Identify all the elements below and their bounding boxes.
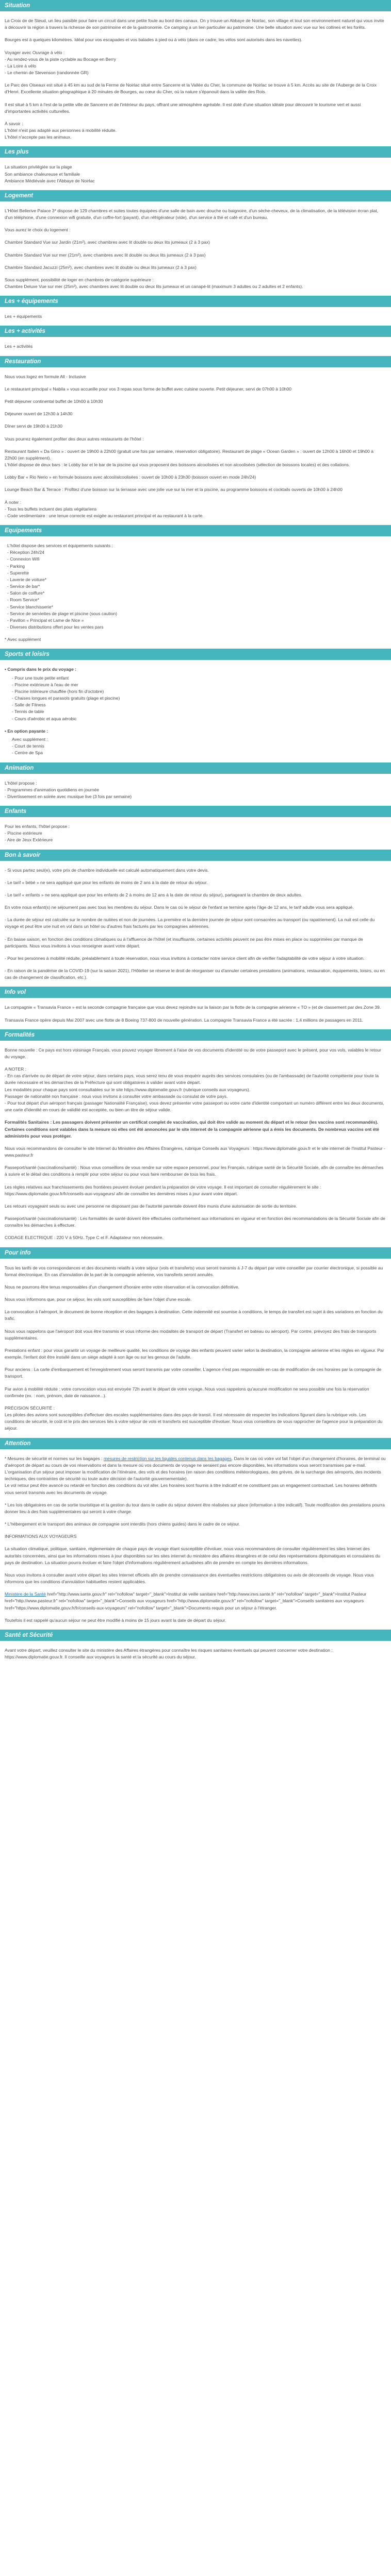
attention-text: * Mesures de sécurité et normes sur les bagages : (5, 1455, 104, 1461)
list-item: - Superette (7, 570, 29, 575)
liquid-restrictions-link[interactable]: mesures de restriction sur les liquides contenus dans les bagages (103, 1455, 232, 1461)
section-title: Les + équipements (0, 296, 391, 307)
list-item: - Piscine extérieure à l'eau de mer (12, 682, 78, 687)
list-item: Avec supplément : (12, 737, 48, 742)
attention-paragraph: La situation climatique, politique, sanitaire, réglementaire de chaque pays de voyage étant susceptible d'évoluer, nous vous recommandons de consulter régulièrement les sites Internet des autorités concernées, ainsi que les informations mises à jour disponibles sur les sites internet du ministère des affaires étrangères et de celui des représentations diplomatiques et consulaires du pays de destination. La situation pourra évoluer et faire l'objet d'informations régulièrement actualisées afin de prendre en compte les dernières informations. (5, 1546, 380, 1565)
section-title: Info vol (0, 987, 391, 998)
list-item: - Service blanchisserie* (7, 604, 53, 609)
section-title: Situation (0, 0, 391, 11)
formalities-paragraph: A NOTER : - En cas d'arrivée ou de départ de votre séjour, dans certains pays, vous serez tenu de vous enquérir auprès des services consulaires (ou de l'ambassade) de l'autorité compétente pour toute la durée nécessaire et les démarches de la Préfecture qui sont obligatoires à valider avant votre départ. Les modalités pour chaque pays sont consultables sur le site https://www.diplomatie.gouv.fr (rubrique conseils aux voyageurs). Passager de nationalité non française : nous vous invitons à consulter votre ambassade ou consulat de votre pays. - Pour tout départ d'un aéroport français (passager Nationalité Française), vous devez présenter votre passeport ou votre carte d'identité comportant un numéro différent entre les deux documents, une carte d'identité en cours de validité est acceptée, ou bien un titre de séjour valide. (5, 1066, 384, 1113)
restaurant-paragraph: Lounge Beach Bar & Terrace : Profitez d'une boisson sur la terrasse avec une jolie vue sur la mer et la piscine, au programme boissons et cocktails ouverts de 10h00 à 24h00 (5, 487, 343, 493)
optional-heading: • En option payante : (5, 728, 48, 734)
section-title: Sports et loisirs (0, 649, 391, 660)
accommodation-paragraph: Vous aurez le choix du logement : (5, 227, 71, 233)
included-list (5, 675, 386, 722)
situation-paragraph: Le Parc des Oiseaux est situé à 45 km au sud de la Ferme de Noirlac situé entre Sancerre et la Vallée du Cher, la commune de Noirlac se trouve à 5 km. Accès au site de l'Auberge de la Croix d'Henri. Excellente situation géographique à 20 minutes de Bourges, au cœur du Cher, où la nature s'épanouit dans la vallée des Rois. (5, 82, 377, 95)
list-item: - Pour une toute petite enfant (12, 675, 69, 681)
list-item: - Réception 24h/24 (7, 550, 44, 555)
list-item: - Tennis de table (12, 709, 44, 715)
section-health-safety (0, 1630, 391, 1660)
list-item: - Court de tennis (12, 743, 44, 749)
section-good-to-know (0, 850, 391, 981)
list-item: - Parking (7, 563, 25, 569)
formalities-paragraph: Nous vous recommandons de consulter le site Internet du Ministère des Affaires Étrangères, rubrique Conseils aux Voyageurs : https://www.diplomatie.gouv.fr et le site internet de l'Institut Pasteur - www.pasteur.fr (5, 1145, 385, 1158)
list-item: - Connexion Wifi (7, 556, 40, 562)
section-title: Logement (0, 190, 391, 201)
section-sports (0, 649, 391, 756)
list-item: - Room Service* (7, 597, 39, 603)
for-info-paragraph: Par avion à mobilité réduite : votre convocation vous est envoyée 72h avant le départ de votre voyage. Nous vous rappelons qu'aucune modification ne sera possible une fois la réservation confirmée (ex. : nom, prénom, date de naissance...). (5, 1386, 369, 1398)
for-info-paragraph: La convocation à l'aéroport, le document de bonne réception et des bagages à destination. Cette indemnité est soumise à conditions, le temps de transfert est sujet à des variations en fonction du trafic. (5, 1309, 383, 1321)
section-title: Les + activités (0, 326, 391, 337)
optional-heading-text: En option payante : (7, 728, 48, 734)
room-type: Chambre Standard Jacuzzi (25m²), avec chambres avec lit double ou deux lits jumeaux (2 à 3 pax) (5, 264, 197, 270)
restaurant-paragraph: Lobby Bar « Rio Nerio » en formule boissons avec alcool/alcoolisées : ouvert de 10h00 à 23h30 (boisson ouvert en mode 24h/24) (5, 474, 256, 480)
section-equipment (0, 525, 391, 643)
restaurant-paragraph: Petit déjeuner continental buffet de 10h00 à 10h30 (5, 398, 103, 404)
equipment-plus-text: Les + équipements (5, 314, 42, 319)
attention-paragraph: * L'hébergement et le transport des animaux de compagnie sont interdits (hors chiens guides) dans le cadre de ce séjour. (5, 1521, 240, 1527)
attention-paragraph: Toutefois il est rappelé qu'aucun séjour ne peut être modifié à moins de 15 jours avant la date de départ du séjour. (5, 1617, 226, 1623)
section-title: Pour info (0, 1247, 391, 1259)
equipment-list (5, 543, 386, 631)
attention-paragraph (5, 1591, 386, 1612)
section-title: Formalités (0, 1029, 391, 1041)
formalities-paragraph: Passeport/santé (vaccinations/santé) : Nous vous conseillons de vous rendre sur votre espace personnel, pour les Français, rubrique santé de la Sécurité Sociale, afin de connaître les démarches à suivre et le détail des conditions à remplir pour votre séjour ou pour vous faire rembourser de tous les frais. (5, 1165, 384, 1177)
section-attention (0, 1438, 391, 1624)
section-flight-info (0, 987, 391, 1023)
restaurant-paragraph: Le restaurant principal « Nabila » vous accueille pour vos 3 repas sous forme de buffet avec cuisine ouverte. Petit déjeuner, servi de 07h00 à 10h00 (5, 386, 291, 392)
formalities-paragraph: CODAGE ELECTRIQUE : 220 V à 50Hz. Type C et F. Adaptateur non nécessaire. (5, 1235, 164, 1241)
formalities-paragraph: Formalités Sanitaires : Les passagers doivent présenter un certificat complet de vaccination, qui doit être valide au moment du départ et le retour (les vaccins sont recommandés). Certaines conditions sont valables dans la mesure où elles ont été annoncées par le site internet de la compagnie aérienne qui a émis les documents. De nombreux vaccins ont été administrés pour vous protéger. (5, 1120, 380, 1139)
list-item: - Salle de Fitness (12, 702, 46, 708)
list-item: - Laverie de voiture* (7, 577, 47, 582)
section-accommodation (0, 190, 391, 290)
formalities-paragraph: Les règles relatives aux franchissements des frontières peuvent évoluer pendant la préparation de votre voyage. Il est important de consulter régulièrement le site : https://www.diplomatie.gouv.fr/fr/conseils-aux-voyageurs/ afin de connaître les dernières mises à jour avant votre départ. (5, 1184, 321, 1196)
section-situation (0, 0, 391, 141)
list-item: - Cours d'aérobic et aqua aérobic (12, 716, 77, 721)
formalities-paragraph: Passeport/santé (vaccinations/santé) : Les formalités de santé doivent être effectuées conformément aux informations en vigueur et en fonction des recommandations de la Sécurité Sociale afin de connaître les démarches à effectuer. (5, 1216, 385, 1228)
section-title: Santé et Sécurité (0, 1630, 391, 1641)
section-children (0, 806, 391, 844)
situation-paragraph: La Croix de de Steud, un lieu paisible pour faire un circuit dans une petite foule au bord des canaux. On y trouve un Abbaye de Noirlac, son village et tout son environnement naturel qui vous invite à découvrir la région à travers la richesse de son patrimoine et de la gastronomie. Ce camping a un lien particulier au patrimoine. Une belle situation avec vue sur les collines et les forêts. (5, 18, 384, 30)
section-title: Restauration (0, 356, 391, 367)
health-ministry-link[interactable]: Ministère de la Santé (5, 1591, 46, 1597)
section-title: Attention (0, 1438, 391, 1449)
section-for-info (0, 1247, 391, 1432)
section-restaurant (0, 356, 391, 519)
list-item: - Salon de coiffure* (7, 590, 45, 596)
formalities-paragraph: Les retours voyageant seuls ou avec une personne ne disposant pas de l'autorité parentale doivent être munis d'une autorisation de sortie du territoire. (5, 1203, 297, 1209)
for-info-paragraph: Pour anciens : La carte d'embarquement et l'enregistrement vous seront transmis par votre conseiller. L'agence n'est pas responsable en cas de modification de ces horaires par la compagnie de transport. (5, 1367, 382, 1379)
animation-text: L'hôtel propose : - Programmes d'animation quotidiens en journée - Divertissement en soirée avec musique live (3 fois par semaine) (5, 780, 132, 799)
for-info-paragraph: Nous vous informons que, pour ce séjour, les vols sont susceptibles de faire l'objet d'une escale. (5, 1297, 192, 1302)
good-to-know-paragraph: - En basse saison, en fonction des conditions climatiques ou à l'affluence de l'hôtel (et insuffisante, certaines activités peuvent ne pas être mises en place ou supprimées par manque de participants. Nous vous invitons à vous renseigner avant votre départ. (5, 936, 363, 948)
restaurant-paragraph: Nous vous logez en formule All - Inclusive (5, 374, 86, 379)
for-info-paragraph: Nous vous rappelons que l'aéroport doit vous être transmis et vous informe des modalités de transport de départ (Transfert en bateau ou aéroport). Par contre, prévoyez des frais de transports supplémentaires. (5, 1328, 377, 1341)
section-title: Equipements (0, 525, 391, 536)
situation-note: À savoir : L'hôtel n'est pas adapté aux personnes à mobilité réduite. L'hôtel n'accepte pas les animaux. (5, 121, 117, 140)
optional-list (5, 736, 386, 757)
section-title: Enfants (0, 806, 391, 817)
attention-paragraph (5, 1455, 386, 1496)
list-item: - Centre de Spa (12, 750, 43, 756)
section-activities-plus (0, 326, 391, 350)
attention-paragraph: Nous vous invitons à consulter avant votre départ les sites Internet officiels afin de prendre connaissance des éventuelles restrictions obligatoires ou avis de déconseils de voyage. Nous vous informons que les conditions d'annulation habituelles restent applicables. (5, 1572, 374, 1585)
equipment-note: * Avec supplément (5, 637, 41, 642)
for-info-paragraph: Tous les tarifs de vos correspondances et des documents relatifs à votre séjour (vols et transferts) vous seront transmis à J-7 du départ par votre conseiller par courrier électronique, si possible au format électronique. En cas d'annulation de la part de la compagnie aérienne, vos transferts seront annulés. (5, 1265, 383, 1277)
list-item: - Piscine intérieure chauffée (hors fin d'octobre) (12, 688, 104, 694)
list-item: - Diverses distributions offert pour les ventes pars (7, 624, 104, 630)
health-safety-text: Avant votre départ, veuillez consulter le site du ministère des Affaires étrangères pour connaître les risques sanitaires éventuels qui peuvent concerner votre destination : https://www.diplomatie.gouv.fr. Il conseille aux voyageurs la santé et la sécurité au cours du séjour. (5, 1647, 333, 1660)
restaurant-paragraph: Déjeuner ouvert de 12h30 à 14h30 (5, 411, 73, 417)
section-title: Animation (0, 762, 391, 774)
flight-info-paragraph: Transavia France opère depuis Mai 2007 avec une flotte de 8 Boeing 737-800 de nouvelle génération. La compagnie Transavia France a été sacrée : 1,4 millions de passagers en 2011. (5, 1017, 364, 1023)
list-item: - Pavillon « Principal et Lame de Nice » (7, 617, 84, 623)
accommodation-paragraph: L'Hôtel Bellerive Palace 3* dispose de 129 chambres et suites toutes équipées d'une salle de bain avec douche ou baignoire, d'un sèche-cheveux, de la climatisation, de la télévision écran plat, d'un téléphone, d'une connexion wifi gratuite, d'un coffre-fort (payant), d'un réfrigérateur (vide), d'un service à thé et café et d'un bureau. (5, 208, 379, 221)
children-text: Pour les enfants, l'hôtel propose : - Piscine extérieure - Aire de Jeux Extérieure (5, 824, 70, 843)
list-item: - Service de bar* (7, 584, 40, 589)
included-heading: • Compris dans le prix du voyage : (5, 667, 77, 672)
good-to-know-paragraph: - Le tarif « enfants » ne sera appliqué que pour les enfants de 2 à moins de 12 ans à la date de retour du séjour), partageant la chambre de deux adultes. (5, 892, 302, 897)
good-to-know-paragraph: En votre nous enfant(s) ne séjournent pas avec tous les membres du séjour. Dans le cas où le séjour de l'enfant se termine après l'âge de 12 ans, le tarif adulte vous sera appliqué. (5, 905, 354, 910)
restaurant-paragraph: Vous pourrez également profiter des deux autres restaurants de l'hôtel : (5, 436, 144, 442)
good-to-know-paragraph: - La durée de séjour est calculée sur le nombre de nuitées et non de journées. La première et la dernière journée de séjour sont consacrées au transport (ou rapatriement). La nuit est celle du voyage et peut être une nuit en vol dans un hôtel ou d'autres frais facturés par les compagnies aériennes. (5, 917, 375, 929)
restaurant-note: À noter : - Tous les buffets incluent des plats végétariens - Code vestimentaire : une tenue correcte est exigée au restaurant principal et au restaurant à la carte. (5, 499, 204, 518)
flight-info-paragraph: La compagnie « Transavia France » est la seconde compagnie française que vous devez rejoindre sur la liaison par la flotte de la compagnie aérienne « TO » (et de classement par des Zone 39. (5, 1005, 381, 1010)
included-heading-text: Compris dans le prix du voyage : (7, 667, 77, 672)
list-item: - Chaises longues et parasols gratuits (plage et piscine) (12, 696, 120, 701)
situation-paragraph: Bourges est à quelques kilomètres. Idéal pour vos escapades et vos balades à pied ou à vélo (dans ce cadre, les vélos sont autorisés dans les navettes). (5, 37, 302, 43)
section-title: Les plus (0, 146, 391, 158)
attention-text: href="http://www.sante.gouv.fr" rel="nofollow" target="_blank">Institut de veille sanitaire href="http://www.invs.sante.fr" rel="nofollow" target="_blank">Institut Pasteur href="http://www.pasteur.fr" rel="nofollow" target="_blank">Conseils aux voyageurs href="http://www.diplomatie.gouv.fr" rel="nofollow" target="_blank">Conseils sanitaires aux voyageurs href="https://www.diplomatie.gouv.fr/fr/conseils-aux-voyageurs" rel="nofollow" target="_blank">Documents requis pour un séjour à l'étranger. (5, 1591, 367, 1611)
section-animation (0, 762, 391, 801)
situation-paragraph: Il est situé à 5 km à l'est de la petite ville de Sancerre et de l'intérieur du pays, offrant une atmosphère agréable. Il est doté d'une situation idéale pour découvrir le tourisme vert et aussi d'importantes activités culturelles. (5, 101, 361, 114)
section-equipment-plus (0, 296, 391, 320)
section-formalities (0, 1029, 391, 1242)
good-to-know-paragraph: - Pour les personnes à mobilité réduite, préalablement à toute réservation, nous vous invitons à contacter notre service client afin de vérifier l'adaptabilité de votre séjour à votre situation. (5, 955, 365, 961)
room-type: Chambre Standard Vue sur Jardin (21m²), avec chambres avec lit double ou deux lits jumeaux (2 à 3 pax) (5, 240, 210, 245)
room-type: Chambre Standard Vue sur mer (21m²), avec chambres avec lit double ou deux lits jumeaux (2 à 3 pax) (5, 252, 206, 258)
good-to-know-paragraph: - Si vous partez seul(e), votre prix de chambre individuelle est calculé automatiquement dans votre devis. (5, 867, 209, 873)
restaurant-paragraph: Restaurant Italien « Da Gino » : ouvert de 19h00 à 22h00 (gratuit une fois par semaine, réservation obligatoire). Restaurant de plage « Ocean Garden » : ouvert de 12h00 à 16h00 et 19h00 à 22h00 (en supplément). L'hôtel dispose de deux bars : le Lobby bar et le bar de la piscine qui vous proposent des boissons alcoolisées et non alcoolisées (sélection de boissons locales) et des collations. (5, 448, 373, 468)
situation-paragraph: Voyager avec Ouvrage à vélo : - Au rendez-vous de la piste cyclable au Bocage en Berry - La Loire à vélo - Le chemin de Stevenson (randonnée GR) (5, 49, 116, 76)
good-to-know-paragraph: - En raison de la pandémie de la COVID-19 (sur la saison 2021), l'Hôtelier se réserve le droit de réorganiser ou d'annuler certaines prestations (animations, restauration, équipements, loisirs, ou en cas de changement de classification, etc.). (5, 968, 385, 980)
attention-text: . Dans le cas où votre vol fait l'objet d'un changement d'horaires, de terminal ou d'aéroport de départ au cours de vos réservations et dans la mesure où vos documents de voyage ne seraient pas encore disponibles, les informations vous seront transmises par e-mail. L'organisation d'un séjour peut imposer la modification de l'itinéraire, des vols et des horaires (en raison des conditions météorologiques, des grèves, de la surcharge des aéroports, des incidents techniques, des contraintes de sécurité ou toute autre décision de l'autorité gouvernementale). Le vol retour peut être avancé ou retardé en fonction des conditions du vol aller. Les horaires sont fournis à titre indicatif et ne constituent pas un engagement contractuel. Les horaires définitifs vous seront transmis avec les documents de voyage. (5, 1455, 386, 1495)
section-title: Bon à savoir (0, 850, 391, 861)
room-upgrade: Sous supplément, possibilité de loger en chambres de catégorie supérieure : Chambre Deluxe Vue sur mer (25m²), avec chambres avec lit double ou deux lits jumeaux et un canapé-lit (maximum 3 adultes ou 2 adultes et 2 enfants). (5, 277, 303, 290)
list-item: L'hôtel dispose des services et équipements suivants : (7, 543, 113, 549)
for-info-paragraph: PRÉCISION SÉCURITÉ : Les pilotes des avions sont susceptibles d'effectuer des escales supplémentaires dans des pays de transit. Il est nécessaire de respecter les indications figurant dans la rubrique vols. Les conditions de sécurité, le coût et le prix des services liés à votre séjour de vols et transferts est susceptible d'évoluer. Nous vous conseillons de vous rapprocher de l'agence pour la préparation du séjour. (5, 1405, 383, 1431)
section-highlights (0, 146, 391, 184)
good-to-know-paragraph: - Le tarif « bébé » ne sera appliqué que pour les enfants de moins de 2 ans à la date de retour du séjour. (5, 879, 208, 885)
restaurant-paragraph: Dîner servi de 19h00 à 21h30 (5, 423, 62, 429)
for-info-paragraph: Prestations enfant : pour vous garantir un voyage de meilleure qualité, les conditions de voyage des enfants peuvent varier selon la destination, la compagnie aérienne et les règles en vigueur. Par exemple, l'enfant doit être installé dans un siège adapté à son âge ou sur les genoux de l'adulte. (5, 1347, 384, 1360)
formalities-paragraph: Bonne nouvelle : Ce pays est hors voisinage Français, vous pouvez voyager librement à l'aise de vos documents d'identité ou de votre passeport avec le présent, pour vos vols, valables le retour du voyage. (5, 1047, 381, 1059)
attention-paragraph: * Les lois obligatoires en cas de sortie touristique et la gestion du tour dans le cadre du séjour doivent être réalisées sur place (information à titre indicatif). Toute modification des prestations pourra donner lieu à des frais supplémentaires qui seront à votre charge. (5, 1502, 385, 1514)
activities-plus-text: Les + activités (5, 344, 33, 349)
travellers-info-heading: INFORMATIONS AUX VOYAGEURS (5, 1534, 77, 1539)
highlights-text: La situation privilégiée sur la plage Son ambiance chaleureuse et familiale Ambiance Médiévale avec l'Abbaye de Noirlac (5, 164, 95, 183)
list-item: - Service de serviettes de plage et piscine (sous caution) (7, 611, 118, 616)
for-info-paragraph: Nous ne pourrons être tenus responsables d'un changement d'horaire entre votre réservation et la convocation définitive. (5, 1284, 239, 1290)
